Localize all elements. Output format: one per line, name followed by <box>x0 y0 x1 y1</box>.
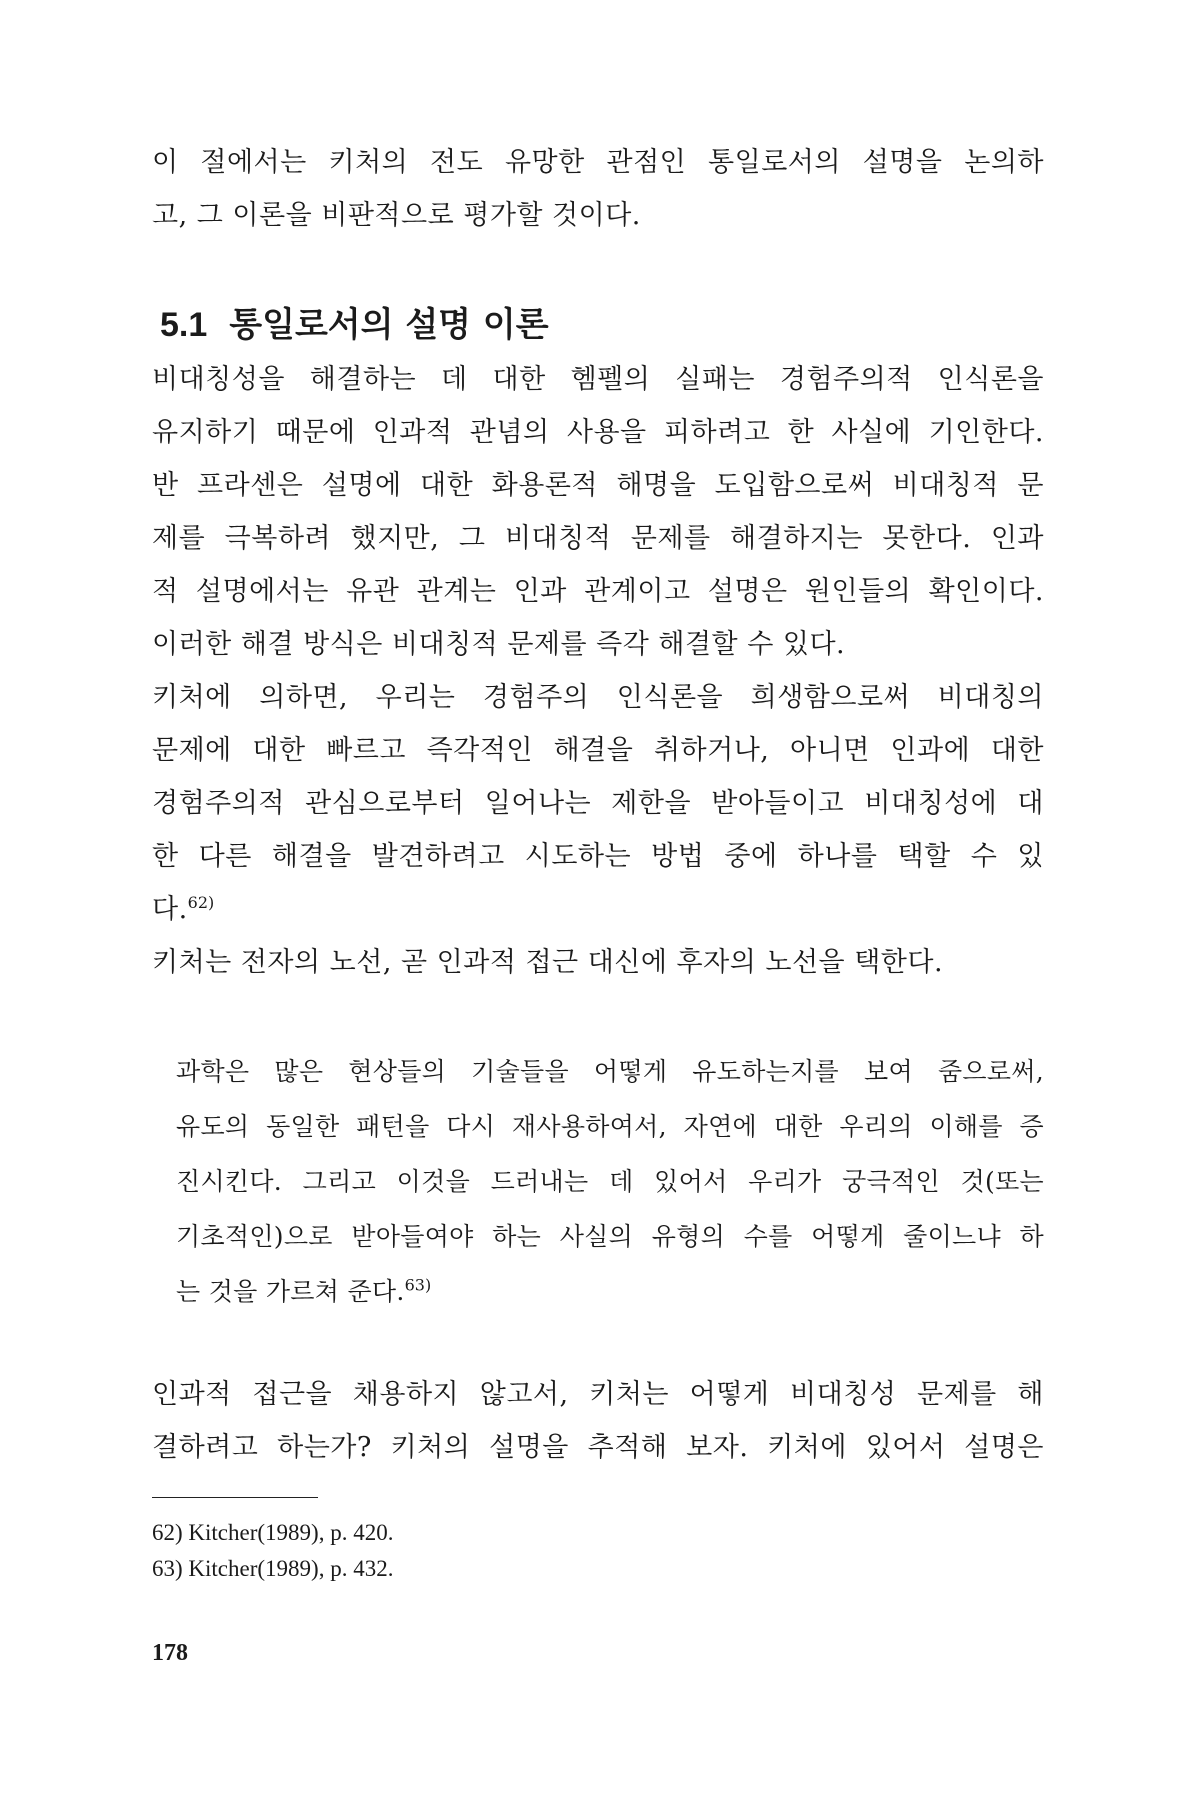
page-number: 178 <box>152 1640 188 1666</box>
footnote-62: 62) Kitcher(1989), p. 420. <box>152 1520 394 1545</box>
intro-paragraph <box>152 136 1044 242</box>
text-line: 키처에 의하면, 우리는 경험주의 인식론을 희생함으로써 비대칭의 <box>152 682 1044 713</box>
quote-line-end: 는 것을 가르쳐 준다. <box>176 1277 405 1306</box>
text-line: 이러한 해결 방식은 비대칭적 문제를 즉각 해결할 수 있다. <box>152 629 846 660</box>
block-quote <box>176 1044 1044 1319</box>
section-number: 5.1 <box>160 306 208 344</box>
text-line: 고, 그 이론을 비판적으로 평가할 것이다. <box>152 200 641 231</box>
section-heading <box>160 300 549 350</box>
quote-line: 기초적인)으로 받아들여야 하는 사실의 유형의 수를 어떻게 줄이느냐 하 <box>176 1222 1044 1251</box>
text-line-end: 다. <box>152 894 188 925</box>
paragraph-kitcher <box>152 671 1044 936</box>
text-line <box>152 883 1044 936</box>
text-line: 이 절에서는 키처의 전도 유망한 관점인 통일로서의 설명을 논의하 <box>152 147 1044 178</box>
footnotes <box>152 1515 393 1587</box>
paragraph-causal-approach <box>152 1368 1044 1474</box>
quote-line: 과학은 많은 현상들의 기술들을 어떻게 유도하는지를 보여 줌으로써, <box>176 1057 1044 1086</box>
text-line: 유지하기 때문에 인과적 관념의 사용을 피하려고 한 사실에 기인한다. <box>152 417 1044 448</box>
text-line: 비대칭성을 해결하는 데 대한 헴펠의 실패는 경험주의적 인식론을 <box>152 364 1044 395</box>
quote-line <box>176 1264 1044 1319</box>
text-line: 경험주의적 관심으로부터 일어나는 제한을 받아들이고 비대칭성에 대 <box>152 788 1044 819</box>
text-line: 인과적 접근을 채용하지 않고서, 키처는 어떻게 비대칭성 문제를 해 <box>152 1379 1044 1410</box>
paragraph-asymmetry <box>152 353 1044 671</box>
footnote-ref-62: 62) <box>187 893 215 912</box>
quote-line: 진시킨다. 그리고 이것을 드러내는 데 있어서 우리가 궁극적인 것(또는 <box>176 1167 1044 1196</box>
text-line: 문제에 대한 빠르고 즉각적인 해결을 취하거나, 아니면 인과에 대한 <box>152 735 1044 766</box>
text-line: 키처는 전자의 노선, 곧 인과적 접근 대신에 후자의 노선을 택한다. <box>152 947 944 978</box>
paragraph-choice <box>152 936 1044 989</box>
text-line: 제를 극복하려 했지만, 그 비대칭적 문제를 해결하지는 못한다. 인과 <box>152 523 1044 554</box>
text-line: 반 프라센은 설명에 대한 화용론적 해명을 도입함으로써 비대칭적 문 <box>152 470 1044 501</box>
quote-line: 유도의 동일한 패턴을 다시 재사용하여서, 자연에 대한 우리의 이해를 증 <box>176 1112 1044 1141</box>
footnote-divider <box>152 1497 318 1498</box>
section-title: 통일로서의 설명 이론 <box>229 305 549 345</box>
text-line: 적 설명에서는 유관 관계는 인과 관계이고 설명은 원인들의 확인이다. <box>152 576 1044 607</box>
footnote-63: 63) Kitcher(1989), p. 432. <box>152 1556 394 1581</box>
text-line: 결하려고 하는가? 키처의 설명을 추적해 보자. 키처에 있어서 설명은 <box>152 1432 1044 1463</box>
footnote-ref-63: 63) <box>404 1275 432 1295</box>
text-line: 한 다른 해결을 발견하려고 시도하는 방법 중에 하나를 택할 수 있 <box>152 841 1044 872</box>
